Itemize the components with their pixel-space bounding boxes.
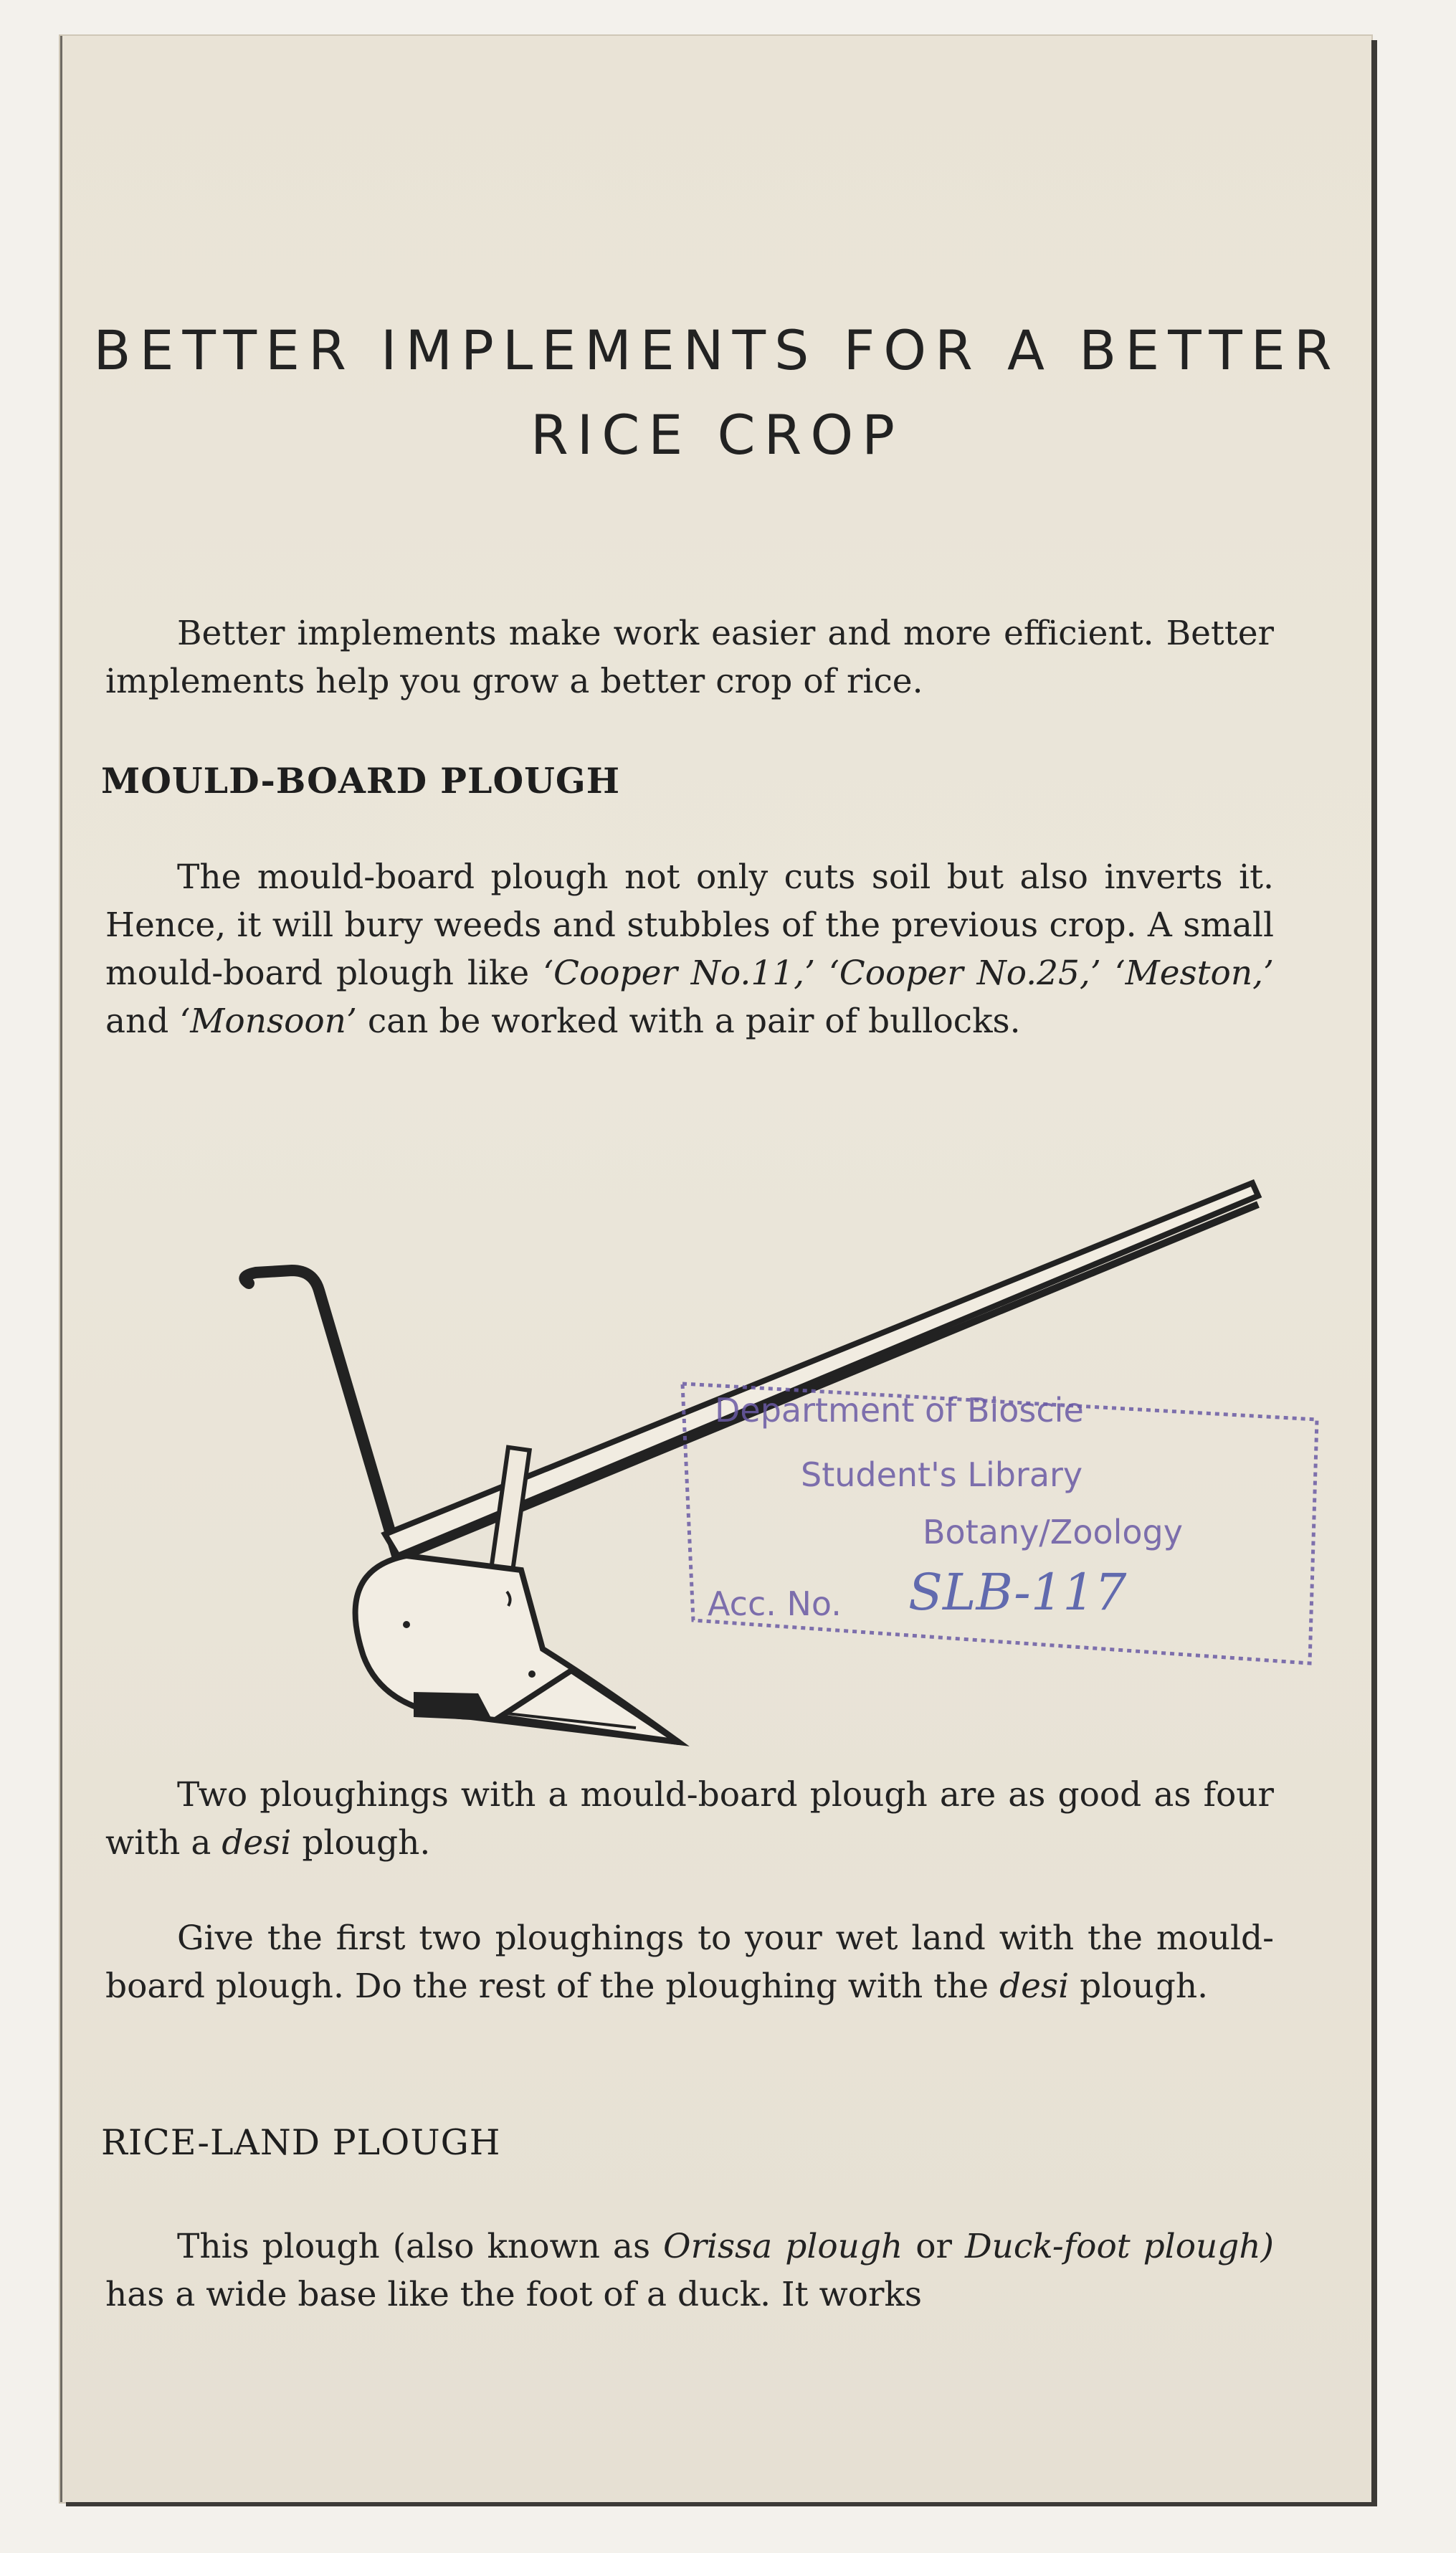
- leaflet-page: [60, 36, 1371, 2502]
- ploughings-paragraph: Two ploughings with a mould-board plough are as good as four with a desi plough.: [105, 1775, 1274, 1863]
- section-heading-mould-board: MOULD-BOARD PLOUGH: [101, 760, 621, 802]
- title-line-1: BETTER IMPLEMENTS FOR A BETTER: [93, 318, 1341, 382]
- section-heading-rice-land: RICE-LAND PLOUGH: [101, 2122, 501, 2163]
- stamp-line-library: Student's Library: [801, 1455, 1083, 1494]
- stamp-line-botany: Botany/Zoology: [923, 1513, 1183, 1551]
- rice-land-paragraph: This plough (also known as Orissa plough or Duck-foot plough) has a wide base like the foot of a duck. It works: [105, 2227, 1274, 2314]
- stamp-line-department: Department of Bioscie: [715, 1391, 1084, 1430]
- title-line-2: RICE CROP: [530, 403, 903, 467]
- wet-land-paragraph: Give the first two ploughings to your wet land with the mould-board plough. Do the rest of the ploughing with the desi plough.: [105, 1919, 1274, 2006]
- page-title: [91, 308, 1343, 477]
- stamp-acc-number: SLB-117: [908, 1563, 1127, 1622]
- mould-board-paragraph: The mould-board plough not only cuts soil but also inverts it. Hence, it will bury weeds and stubbles of the previous crop. A small mould-board plough like ‘Cooper No.11,’ ‘Cooper No.25,’ ‘Meston,’ and ‘Monsoon’ can be worked with a pair of bullocks.: [105, 857, 1274, 1041]
- intro-paragraph: Better implements make work easier and more efficient. Better implements help you grow a better crop of rice.: [105, 614, 1274, 701]
- stamp-acc-label: Acc. No.: [708, 1584, 842, 1623]
